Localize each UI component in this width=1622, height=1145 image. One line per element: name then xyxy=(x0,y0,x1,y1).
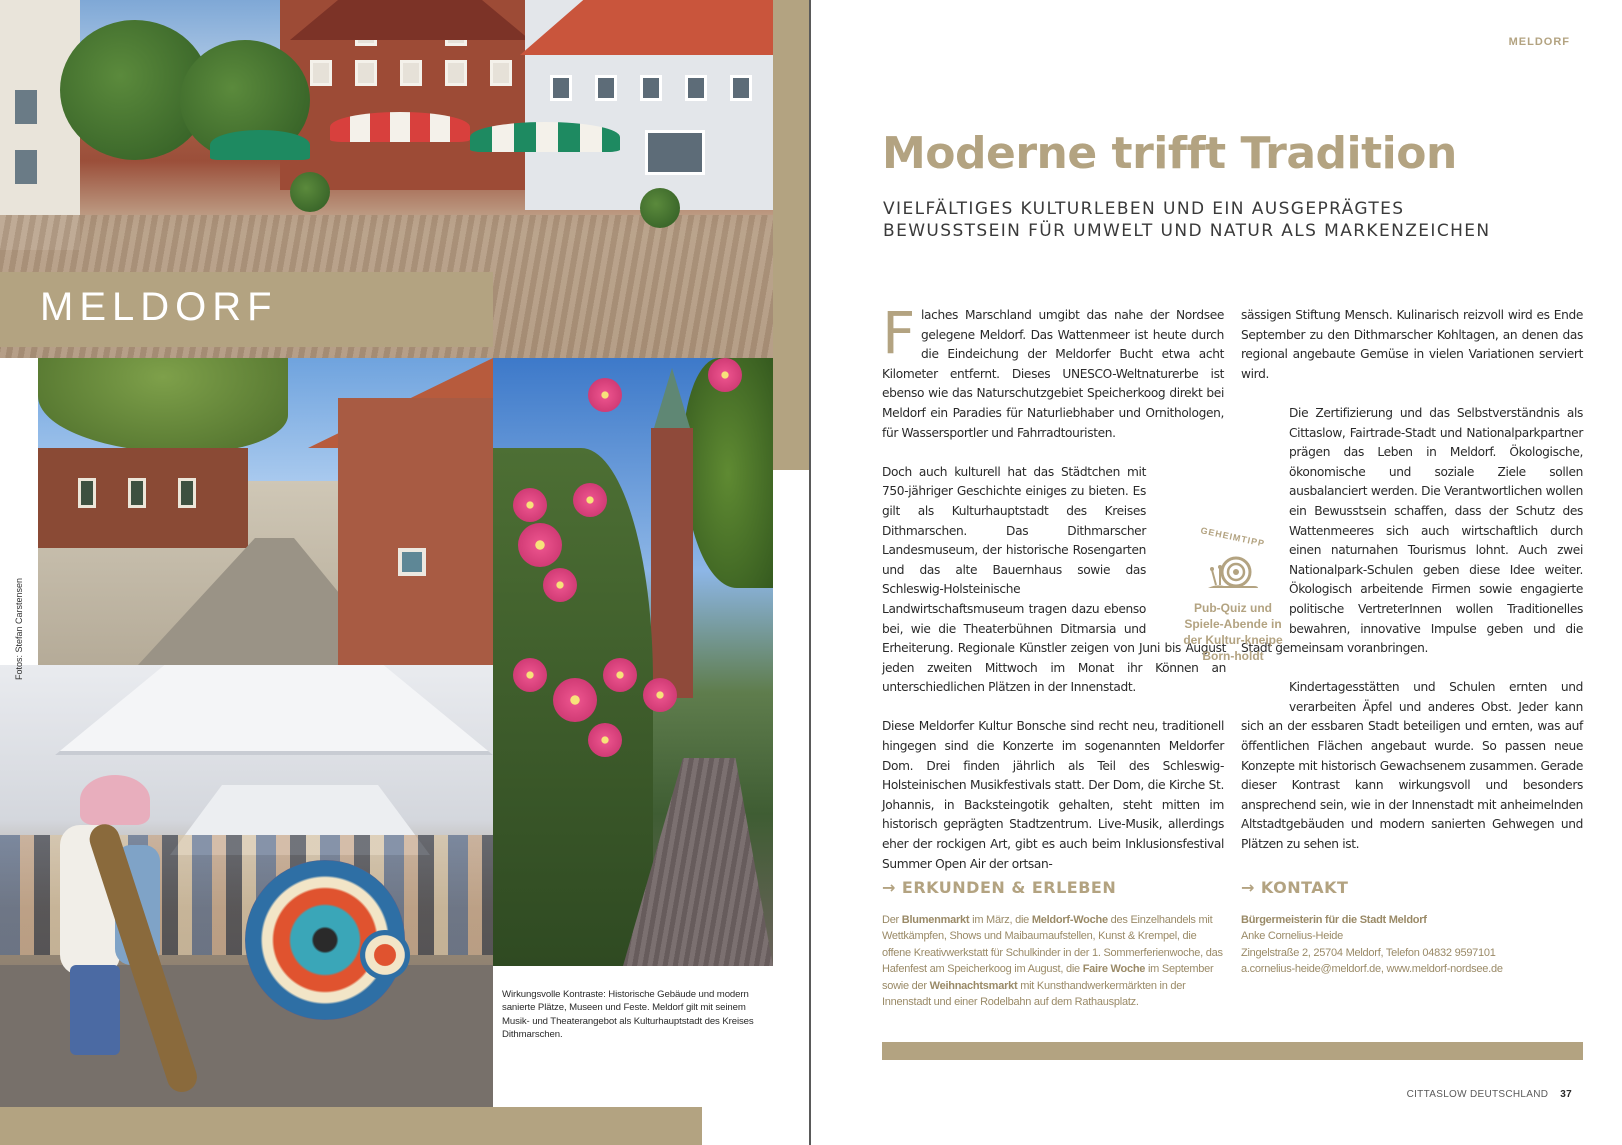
flower xyxy=(543,568,577,602)
flower xyxy=(518,523,562,567)
kontakt-web[interactable]: a.cornelius-heide@meldorf.de, www.meldorf-nordsee.de xyxy=(1241,963,1503,976)
photo-child-hat xyxy=(80,775,150,825)
paragraph-text: Kindertagesstätten und Schulen ernten und verarbeiten Äpfel und anderes Obst. Jeder kann sich an der essbaren Stadt beteiligen und ernten, was auf öffentlichen Flächen angebaut wurde. So passen neue Konzepte mit historisch Gewachsenem zusammen. Gerade dieser Kontrast kann wirkungsvoll und besonders ansprechend sein, wie in der Innenstadt mit anheimelnden Altstadtgebäuden und modern sanierten Gehwegen und Plätzen zu sehen ist. xyxy=(1241,680,1583,852)
photo-tent-roof xyxy=(55,665,493,755)
erkunden-heading xyxy=(882,878,1116,897)
highlight: Meldorf-Woche xyxy=(1031,914,1108,926)
photo-planter xyxy=(640,188,680,228)
left-page xyxy=(0,0,810,1145)
photo-umbrella xyxy=(470,122,620,152)
text: Der xyxy=(882,914,902,926)
paragraph-text: Diese Meldorfer Kultur Bonsche sind recht neu, traditionell hingegen sind die Konzerte im sogenannten Meldorfer Dom. Drei finden jährlich als Teil des Schleswig-Holsteinischen Musikfestivals statt. Der Dom, die Kirche St. Johannis, in Backsteingotik gehalten, steht mitten im historisch geprägten Stadtzentrum. Live-Musik, allerdings eher der rockigen Art, gibt es auch beim Inklusionsfestival Summer Open Air der ortsan- xyxy=(882,719,1224,871)
flower xyxy=(513,488,547,522)
flower xyxy=(573,483,607,517)
kontakt-heading xyxy=(1241,878,1348,897)
photo-workshop-tent xyxy=(0,665,493,1107)
paragraph-text: Doch auch kulturell hat das Städtchen mit 750-jähriger Geschichte einiges zu bieten. Es gilt als Kulturhauptstadt des Kreises Dithmarschen. Das Dithmarscher Landesmuseum, der historische Rosengarten und das alte Bauernhaus sowie das Schleswig-Holsteinische Landwirtschaftsmuseum tragen dazu ebenso bei, wie die Theaterbühnen Ditmarsia und Erheiterung. Regionale Künstler zeigen von Juni bis August jeden zweiten Mittwoch im Monat ihr Können an unterschiedlichen Plätzen in der Innenstadt. xyxy=(882,464,1226,695)
text: im September sowie der xyxy=(882,963,1214,992)
paragraph xyxy=(1241,306,1583,384)
decorative-gold-rule xyxy=(882,1042,1583,1060)
erkunden-text xyxy=(882,912,1224,1010)
photo-credit-text: Fotos: Stefan Carstensen xyxy=(14,577,24,680)
text: des Einzelhandels mit Wettkämpfen, Shows und Maibaumaufstellen, Kunst & Krempel, die offene Kreativwerkstatt für Schulkinder in der 1. Sommerferienwoche, das Hafenfest am Speicherkoog im August, die xyxy=(882,914,1223,976)
decorative-gold-strip xyxy=(773,0,810,470)
paragraph-text: laches Marschland umgibt das nahe der Nordsee gelegene Meldorf. Das Wattenmeer ist heute durch die Eindeichung der Meldorfer Bucht etwa acht Kilometer entfernt. Dieses UNESCO-Weltnaturerbe ist ebenso wie das Naturschutzgebiet Speicherkoog direkt bei Meldorf ein Paradies für Naturliebhaber und Ornithologen, für Wassersportler und Fahrradtouristen. xyxy=(882,308,1224,440)
subheadline-line: VIELFÄLTIGES KULTURLEBEN UND EIN AUSGEPRÄGTES xyxy=(883,199,1405,219)
paragraph xyxy=(1241,678,1583,854)
photo-umbrella xyxy=(210,130,310,160)
publication-name: CITTASLOW DEUTSCHLAND xyxy=(1406,1089,1549,1100)
page-number: 37 xyxy=(1560,1089,1572,1100)
paragraph xyxy=(1241,404,1583,659)
text-column-1 xyxy=(882,299,1226,894)
page-footer xyxy=(1407,1089,1572,1100)
flower xyxy=(708,358,742,392)
paragraph xyxy=(882,299,1224,443)
kontakt-text xyxy=(1241,912,1583,978)
snail-icon xyxy=(1206,552,1260,592)
photo-tree xyxy=(683,358,773,588)
flower xyxy=(603,658,637,692)
paragraph-text: sässigen Stiftung Mensch. Kulinarisch reizvoll wird es Ende September zu den Dithmarscher Kohltagen, an denen das regional angebaute Gemüse in vielen Variationen serviert wird. xyxy=(1241,308,1583,381)
section-label: MELDORF xyxy=(1508,36,1570,48)
highlight: Faire Woche xyxy=(1082,963,1146,976)
flower xyxy=(553,678,597,722)
flower xyxy=(588,723,622,757)
photo-house-left xyxy=(0,0,80,250)
kontakt-role: Bürgermeisterin für die Stadt Meldorf xyxy=(1241,914,1427,926)
tipp-float-space xyxy=(1241,678,1289,714)
flower xyxy=(588,378,622,412)
arrow-right-icon: → xyxy=(1241,878,1255,897)
photo-caption: Wirkungsvolle Kontraste: Historische Gebäude und modern sanierte Plätze, Museen und Feste. Meldorf gilt mit seinem Musik- und Theaterangebot als Kulturhauptstadt des Kreises Dithmarschen. xyxy=(502,989,754,1041)
paragraph xyxy=(882,463,1226,698)
arrow-right-icon: → xyxy=(882,878,896,897)
kontakt-address: Zingelstraße 2, 25704 Meldorf, Telefon 04832 9597101 xyxy=(1241,946,1496,959)
decorative-gold-strip xyxy=(0,1107,702,1145)
page-title-meldorf: MELDORF xyxy=(40,285,278,329)
photo-church-flowers xyxy=(493,358,773,966)
article-subheadline xyxy=(883,198,1583,242)
paragraph xyxy=(882,717,1224,874)
paragraph-text: Die Zertifizierung und das Selbstverständnis als Cittaslow, Fairtrade-Stadt und Nationalparkpartner prägen das Leben in Meldorf. Ökologische, ökonomische und soziale Ziele sollen ausbalanciert werden. Die Verantwortlichen wollen ein Bewusstsein schaffen, dass der Schutz des Wattenmeeres sich auch wirtschaftlich durch einen naturnahen Tourismus lohnt. Auch zwei Nationalpark-Schulen geben diese Idee weiter. Ökologisch arbeitende Firmen sowie engagierte politische VertreterInnen wollen Traditionelles bewahren, innovative Impulse geben und die Stadt gemeinsam voranbringen. xyxy=(1241,405,1583,656)
subheadline-line: BEWUSSTSEIN FÜR UMWELT UND NATUR ALS MARKENZEICHEN xyxy=(883,221,1491,241)
drop-cap: F xyxy=(882,299,916,367)
geheimtipp-text: Pub-Quiz und Spiele-Abende in der Kultur-kneipe Born-holdt xyxy=(1183,601,1283,663)
text: im März, die xyxy=(969,914,1032,926)
photo-mandala-artwork xyxy=(360,930,410,980)
highlight: Weihnachtsmarkt xyxy=(929,979,1018,992)
photo-lane-house-right xyxy=(338,398,493,665)
photo-willow xyxy=(38,358,288,453)
photo-church-tower xyxy=(651,428,693,698)
photo-lane-house-left xyxy=(38,448,248,548)
geheimtipp-label: GEHEIMTIPP xyxy=(1199,525,1266,549)
page-spine xyxy=(809,0,811,1145)
photo-umbrella xyxy=(330,112,470,142)
flower xyxy=(513,658,547,692)
flower xyxy=(643,678,677,712)
text-column-2 xyxy=(1241,306,1583,874)
photo-lane xyxy=(38,358,493,665)
photo-planter xyxy=(290,172,330,212)
kontakt-name: Anke Cornelius-Heide xyxy=(1241,930,1343,943)
article-headline: Moderne trifft Tradition xyxy=(882,128,1457,179)
photo-credit xyxy=(14,577,34,680)
erkunden-heading-text: ERKUNDEN & ERLEBEN xyxy=(901,878,1117,897)
highlight: Blumenmarkt xyxy=(901,914,970,926)
kontakt-heading-text: KONTAKT xyxy=(1260,878,1349,897)
text: mit Kunsthandwerkermärkten in der Innenstadt und einer Rodelbahn auf dem Rathausplatz. xyxy=(882,979,1186,1009)
photo-child-legs xyxy=(70,965,120,1055)
